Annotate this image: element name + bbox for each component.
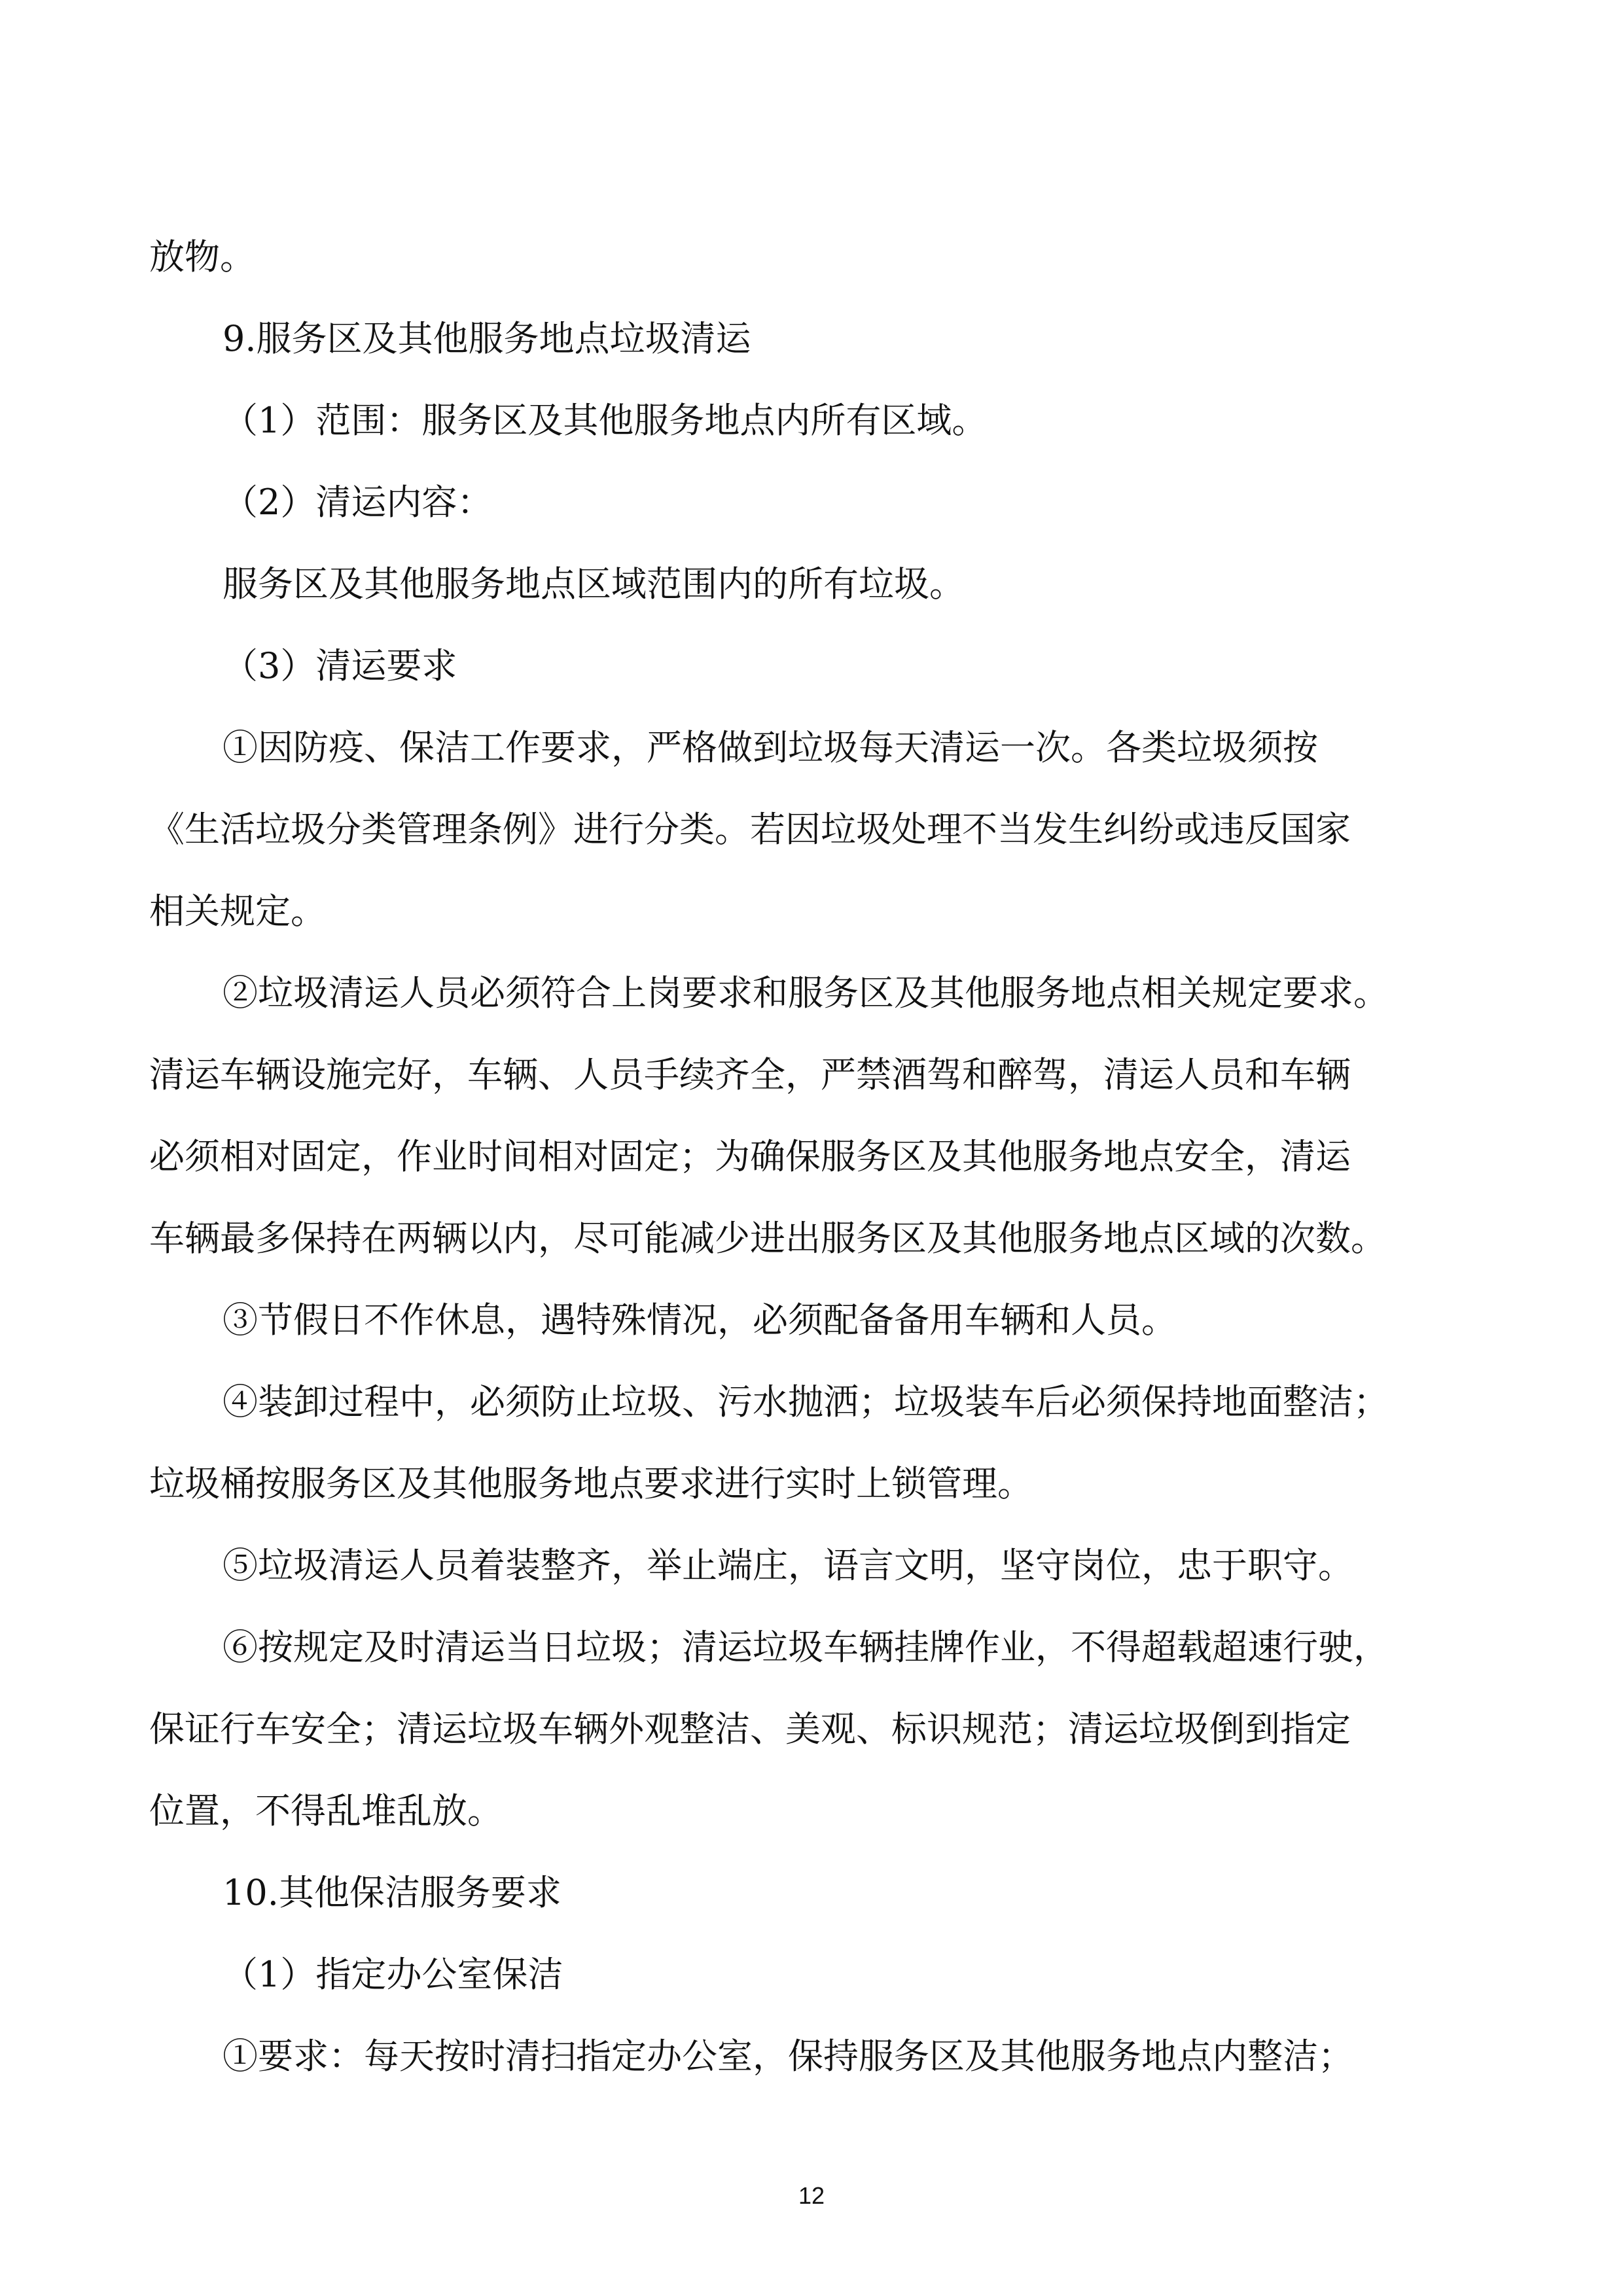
paragraph-line: ③节假日不作休息，遇特殊情况，必须配备备用车辆和人员。 (223, 1299, 1177, 1341)
paragraph-line: ④装卸过程中，必须防止垃圾、污水抛洒；垃圾装车后必须保持地面整洁； (223, 1381, 1389, 1422)
section-heading: 9.服务区及其他服务地点垃圾清运 (223, 318, 751, 359)
section-heading: 10.其他保洁服务要求 (223, 1872, 562, 1913)
paragraph-line: ①要求：每天按时清扫指定办公室，保持服务区及其他服务地点内整洁； (223, 2036, 1353, 2077)
page-number: 12 (798, 2182, 825, 2209)
paragraph-line: 位置，不得乱堆乱放。 (149, 1790, 503, 1831)
paragraph-line: 车辆最多保持在两辆以内，尽可能减少进出服务区及其他服务地点区域的次数。 (149, 1218, 1386, 1259)
paragraph-line: 保证行车安全；清运垃圾车辆外观整洁、美观、标识规范；清运垃圾倒到指定 (149, 1708, 1351, 1750)
paragraph-line: 清运车辆设施完好，车辆、人员手续齐全，严禁酒驾和醉驾，清运人员和车辆 (149, 1054, 1351, 1095)
paragraph-line: 垃圾桶按服务区及其他服务地点要求进行实时上锁管理。 (149, 1463, 1033, 1504)
paragraph-line: ①因防疫、保洁工作要求，严格做到垃圾每天清运一次。各类垃圾须按 (223, 727, 1318, 768)
paragraph-line: ②垃圾清运人员必须符合上岗要求和服务区及其他服务地点相关规定要求。 (223, 972, 1389, 1014)
paragraph-line: ⑤垃圾清运人员着装整齐，举止端庄，语言文明，坚守岗位，忠于职守。 (223, 1545, 1353, 1586)
subsection-heading: （2）清运内容： (223, 482, 493, 523)
document-body (149, 216, 1484, 2097)
subsection-heading: （1）范围：服务区及其他服务地点内所有区域。 (223, 400, 988, 441)
subsection-heading: （3）清运要求 (223, 645, 457, 686)
paragraph-line: 相关规定。 (149, 891, 326, 932)
paragraph-line: 服务区及其他服务地点区域范围内的所有垃圾。 (223, 563, 965, 605)
paragraph-line: 必须相对固定，作业时间相对固定；为确保服务区及其他服务地点安全，清运 (149, 1136, 1351, 1177)
paragraph-line: 放物。 (149, 236, 255, 277)
paragraph-line: 《生活垃圾分类管理条例》进行分类。若因垃圾处理不当发生纠纷或违反国家 (149, 809, 1351, 850)
subsection-heading: （1）指定办公室保洁 (223, 1954, 563, 1995)
paragraph-line: ⑥按规定及时清运当日垃圾；清运垃圾车辆挂牌作业，不得超载超速行驶， (223, 1627, 1389, 1668)
